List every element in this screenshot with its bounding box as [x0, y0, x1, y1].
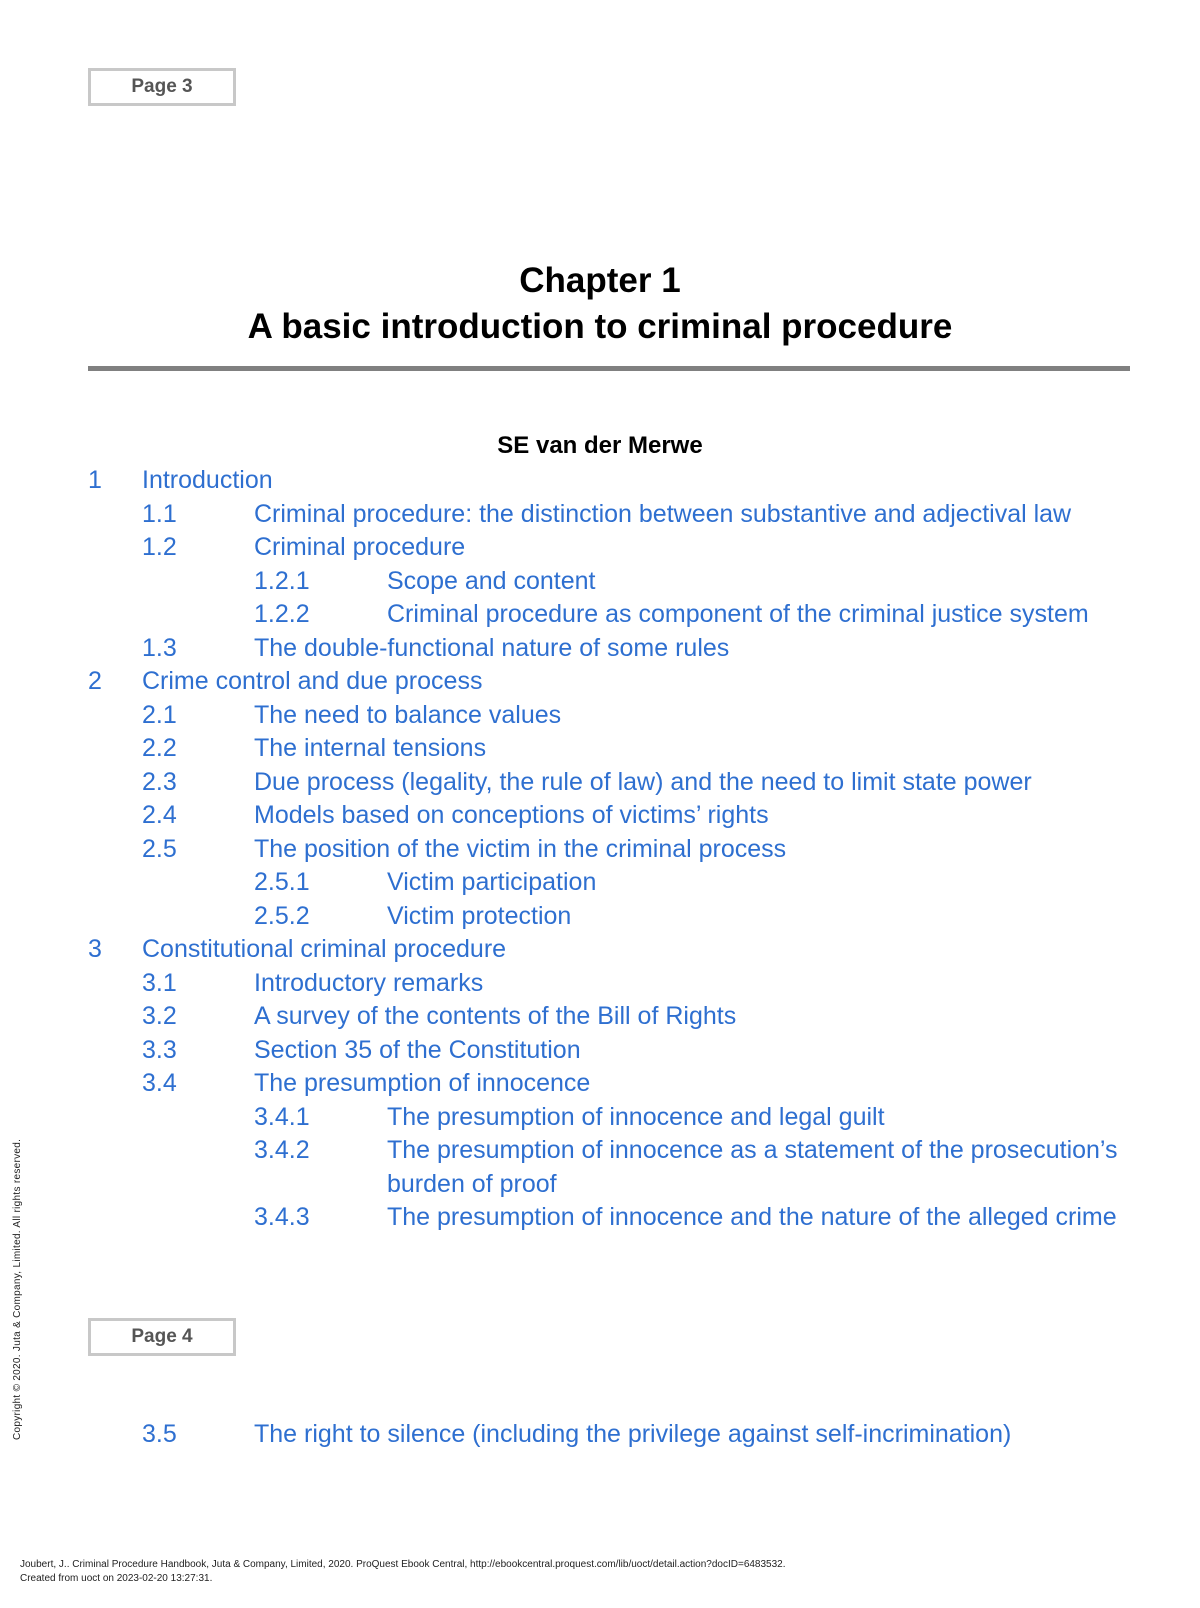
toc-entry-number: 1 [88, 466, 102, 494]
toc-entry-number: 2.5.2 [254, 901, 310, 930]
toc-entry-link[interactable]: Due process (legality, the rule of law) and the need to limit state power [254, 767, 1032, 796]
toc-entry-link[interactable]: Introductory remarks [254, 968, 484, 997]
toc-entry[interactable] [0, 1101, 1200, 1135]
toc-entry[interactable] [0, 1134, 1200, 1201]
toc-entry-number: 3.5 [142, 1420, 177, 1448]
toc-entry-number: 2.1 [142, 700, 177, 729]
toc-entry-number: 3.4 [142, 1069, 177, 1097]
toc-entry-link[interactable]: The presumption of innocence and legal guilt [387, 1102, 885, 1131]
chapter-heading [0, 258, 1200, 350]
toc-entry-number: 1.2 [142, 533, 177, 561]
toc-entry-link[interactable]: The presumption of innocence and the nature of the alleged crime [387, 1203, 1117, 1231]
toc-entry-number: 2.3 [142, 767, 177, 796]
toc-entry[interactable] [0, 498, 1200, 532]
toc-entry-number: 3.4.1 [254, 1102, 310, 1131]
toc-entry[interactable] [0, 565, 1200, 599]
toc-entry[interactable] [0, 866, 1200, 900]
toc-entry-number: 1.1 [142, 499, 177, 528]
toc-entry-link[interactable]: Victim protection [387, 901, 572, 930]
toc-entry[interactable] [0, 967, 1200, 1001]
toc-entry-link[interactable]: Criminal procedure as component of the criminal justice system [387, 600, 1089, 628]
author-name: SE van der Merwe [497, 432, 703, 459]
toc-entry-link[interactable]: Criminal procedure [254, 533, 466, 561]
toc-entry-number: 1.3 [142, 633, 177, 662]
toc-entry-number: 2.4 [142, 801, 177, 829]
toc-entry-number: 3.4.3 [254, 1203, 310, 1231]
footer-created: Created from uoct on 2023-02-20 13:27:31. [20, 1573, 213, 1584]
toc-entry-link[interactable]: The internal tensions [254, 734, 487, 762]
page-marker: Page 3 [88, 68, 236, 106]
toc-entry[interactable] [0, 531, 1200, 565]
toc-entry-link[interactable]: The position of the victim in the criminal process [254, 834, 787, 863]
copyright-notice: Copyright © 2020. Juta & Company, Limited. All rights reserved. [12, 1138, 23, 1440]
footer-citation: Joubert, J.. Criminal Procedure Handbook, Juta & Company, Limited, 2020. ProQuest Ebook Central, http://ebookcentral.proquest.com/lib/uoct/detail.action?docID=6483532. [20, 1559, 786, 1570]
toc-entry-number: 3.2 [142, 1002, 177, 1030]
chapter-title: A basic introduction to criminal procedure [247, 307, 953, 346]
toc-entry-link[interactable]: Criminal procedure: the distinction between substantive and adjectival law [254, 499, 1072, 528]
toc-entry[interactable] [0, 665, 1200, 699]
toc-entry[interactable] [0, 1000, 1200, 1034]
toc-entry[interactable] [0, 1034, 1200, 1068]
title-divider [88, 366, 1130, 371]
toc-entry[interactable] [0, 1418, 1200, 1452]
toc-entry[interactable] [0, 632, 1200, 666]
toc-entry-link[interactable]: The right to silence (including the privilege against self-incrimination) [254, 1420, 1012, 1448]
toc-entry-link[interactable]: The double-functional nature of some rules [254, 633, 730, 662]
toc-entry-number: 3.3 [142, 1035, 177, 1064]
toc-entry[interactable] [0, 732, 1200, 766]
toc-entry-link[interactable]: Constitutional criminal procedure [142, 935, 507, 963]
toc-entry-link[interactable]: Crime control and due process [142, 667, 483, 695]
toc-entry-number: 1.2.1 [254, 566, 310, 595]
toc-entry-number: 2 [88, 667, 102, 695]
toc-entry[interactable] [0, 799, 1200, 833]
footer [20, 1558, 786, 1586]
toc-entry[interactable] [0, 900, 1200, 934]
toc-entry-link[interactable]: Models based on conceptions of victims’ rights [254, 801, 769, 829]
toc-entry-number: 2.5 [142, 834, 177, 863]
toc-entry[interactable] [0, 598, 1200, 632]
toc-entry[interactable] [0, 933, 1200, 967]
toc-entry-number: 1.2.2 [254, 600, 310, 628]
toc-entry-number: 2.2 [142, 734, 177, 762]
toc-entry-link[interactable]: The need to balance values [254, 700, 562, 729]
table-of-contents [0, 464, 1200, 1235]
table-of-contents-continued [0, 1418, 1200, 1452]
toc-entry-number: 3.1 [142, 968, 177, 997]
toc-entry-number: 3 [88, 935, 102, 963]
page-marker: Page 4 [88, 1318, 236, 1356]
toc-entry-link[interactable]: The presumption of innocence as a statement of the prosecution’s burden of proof [387, 1136, 1118, 1198]
toc-entry-link[interactable]: Victim participation [387, 868, 597, 896]
toc-entry[interactable] [0, 699, 1200, 733]
toc-entry-link[interactable]: Introduction [142, 466, 273, 494]
toc-entry-number: 3.4.2 [254, 1136, 310, 1164]
toc-entry[interactable] [0, 1201, 1200, 1235]
toc-entry[interactable] [0, 464, 1200, 498]
toc-entry[interactable] [0, 833, 1200, 867]
toc-entry[interactable] [0, 766, 1200, 800]
toc-entry-link[interactable]: A survey of the contents of the Bill of Rights [254, 1002, 737, 1030]
toc-entry-link[interactable]: Scope and content [387, 566, 596, 595]
chapter-number: Chapter 1 [519, 261, 681, 300]
toc-entry[interactable] [0, 1067, 1200, 1101]
toc-entry-link[interactable]: Section 35 of the Constitution [254, 1035, 581, 1064]
toc-entry-number: 2.5.1 [254, 868, 310, 896]
toc-entry-link[interactable]: The presumption of innocence [254, 1069, 591, 1097]
